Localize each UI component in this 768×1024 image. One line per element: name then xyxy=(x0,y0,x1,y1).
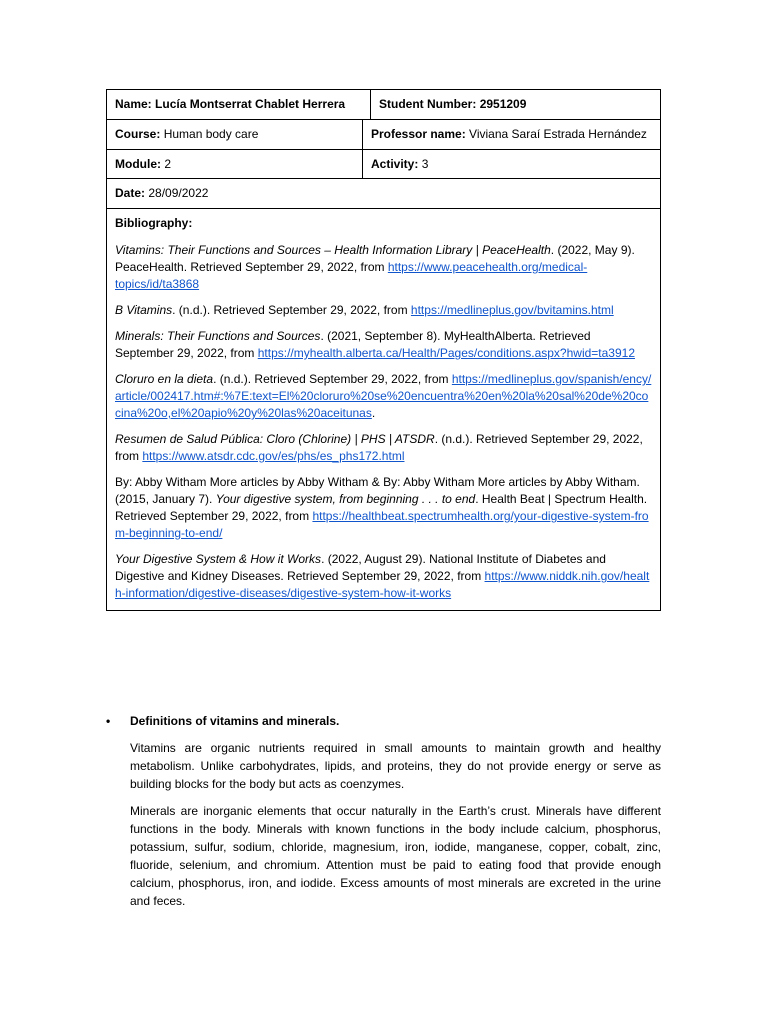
table-row xyxy=(107,150,660,179)
bibliography-entry xyxy=(115,242,652,293)
bibliography-entry xyxy=(115,474,652,542)
main-content xyxy=(106,712,661,919)
bibliography-entry xyxy=(115,371,652,422)
date-value: 28/09/2022 xyxy=(148,186,209,200)
entry-link[interactable]: https://healthbeat.spectrumhealth.org/your-digestive-system-from-beginning-to-end/ xyxy=(115,509,649,540)
entry-details: . (n.d.). Retrieved September 29, 2022, from xyxy=(172,303,411,317)
entry-title: B Vitamins xyxy=(115,303,173,317)
entry-title: Cloruro en la dieta xyxy=(115,372,214,386)
date-label: Date: xyxy=(115,186,146,200)
entry-title: Minerals: Their Functions and Sources xyxy=(115,329,321,343)
activity-label: Activity: xyxy=(371,157,419,171)
bullet-marker: • xyxy=(106,714,111,728)
module-cell xyxy=(107,150,363,178)
entry-link[interactable]: https://medlineplus.gov/bvitamins.html xyxy=(410,303,614,317)
info-table xyxy=(106,89,661,611)
minerals-paragraph: Minerals are inorganic elements that occur naturally in the Earth’s crust. Minerals have different functions in the body. Minerals with known functions in the body include calcium, phosphorus, potassium, sulfur, sodium, chloride, magnesium, iron, iodide, manganese, copper, cobalt, zinc, fluoride, selenium, and chromium. Attention must be paid to eating food that provide enough calcium, phosphorus, iron, and iodide. Excess amounts of most minerals are excreted in the urine and feces. xyxy=(130,804,661,908)
course-cell xyxy=(107,120,363,149)
entry-link[interactable]: https://medlineplus.gov/spanish/ency/article/002417.htm#:%7E:text=El%20cloruro%20se%20encuentra%20en%20la%20sal%20de%20cocina%20o,el%20apio%20y%20las%20aceitunas xyxy=(115,372,652,420)
entry-authors: By: Abby Witham More articles by Abby Witham & By: Abby Witham More articles by Abby Witham. (2015, January 7). xyxy=(115,475,640,506)
bibliography-entry xyxy=(115,302,652,319)
name-value: Lucía Montserrat Chablet Herrera xyxy=(155,97,346,111)
entry-link[interactable]: https://www.atsdr.cdc.gov/es/phs/es_phs172.html xyxy=(142,449,405,463)
entry-details: . Health Beat | Spectrum Health. Retrieved September 29, 2022, from xyxy=(115,492,648,523)
student-number-cell xyxy=(371,90,660,119)
professor-label: Professor name: xyxy=(371,127,466,141)
entry-link[interactable]: https://myhealth.alberta.ca/Health/Pages/conditions.aspx?hwid=ta3912 xyxy=(257,346,635,360)
entry-title: Resumen de Salud Pública: Cloro (Chlorine) | PHS | ATSDR xyxy=(115,432,435,446)
bibliography-entry xyxy=(115,328,652,362)
table-row xyxy=(107,120,660,150)
vitamins-paragraph: Vitamins are organic nutrients required in small amounts to maintain growth and healthy metabolism. Unlike carbohydrates, lipids, and proteins, they do not provide energy or serve as building blocks for the body but acts as coenzymes. xyxy=(130,741,661,791)
bibliography-entry xyxy=(115,431,652,465)
list-item xyxy=(106,712,661,730)
entry-link[interactable]: https://www.peacehealth.org/medical-topics/id/ta3868 xyxy=(115,260,588,291)
table-row xyxy=(107,90,660,120)
professor-value: Viviana Saraí Estrada Hernández xyxy=(469,127,647,141)
bibliography-entry xyxy=(115,551,652,602)
activity-value: 3 xyxy=(421,157,429,171)
section-heading: Definitions of vitamins and minerals. xyxy=(130,714,340,728)
entry-details: . (2022, May 9). PeaceHealth. Retrieved September 29, 2022, from xyxy=(115,243,635,274)
name-label: Name: xyxy=(115,97,152,111)
student-number-label: Student Number: xyxy=(379,97,477,111)
module-label: Module: xyxy=(115,157,161,171)
entry-tail: . xyxy=(371,406,376,420)
table-row xyxy=(107,179,660,209)
entry-title: Your Digestive System & How it Works xyxy=(115,552,322,566)
course-label: Course: xyxy=(115,127,161,141)
entry-details: . (n.d.). Retrieved September 29, 2022, from xyxy=(115,432,643,463)
module-value: 2 xyxy=(164,157,172,171)
bibliography-heading: Bibliography: xyxy=(115,216,193,230)
course-value: Human body care xyxy=(163,127,259,141)
entry-title: Your digestive system, from beginning . . . to end xyxy=(215,492,476,506)
date-cell xyxy=(107,179,660,208)
entry-details: . (n.d.). Retrieved September 29, 2022, from xyxy=(213,372,452,386)
entry-details: . (2021, September 8). MyHealthAlberta. Retrieved September 29, 2022, from xyxy=(115,329,591,360)
entry-link[interactable]: https://www.niddk.nih.gov/health-information/digestive-diseases/digestive-system-how-it-works xyxy=(115,569,650,600)
professor-cell xyxy=(363,120,660,149)
entry-title: Vitamins: Their Functions and Sources – Health Information Library | PeaceHealth xyxy=(115,243,551,257)
name-cell xyxy=(107,90,371,119)
entry-details: . (2022, August 29). National Institute of Diabetes and Digestive and Kidney Diseases. Retrieved September 29, 2022, from xyxy=(115,552,606,583)
activity-cell xyxy=(363,150,660,178)
student-number-value: 2951209 xyxy=(479,97,527,111)
bibliography-cell xyxy=(107,209,660,610)
